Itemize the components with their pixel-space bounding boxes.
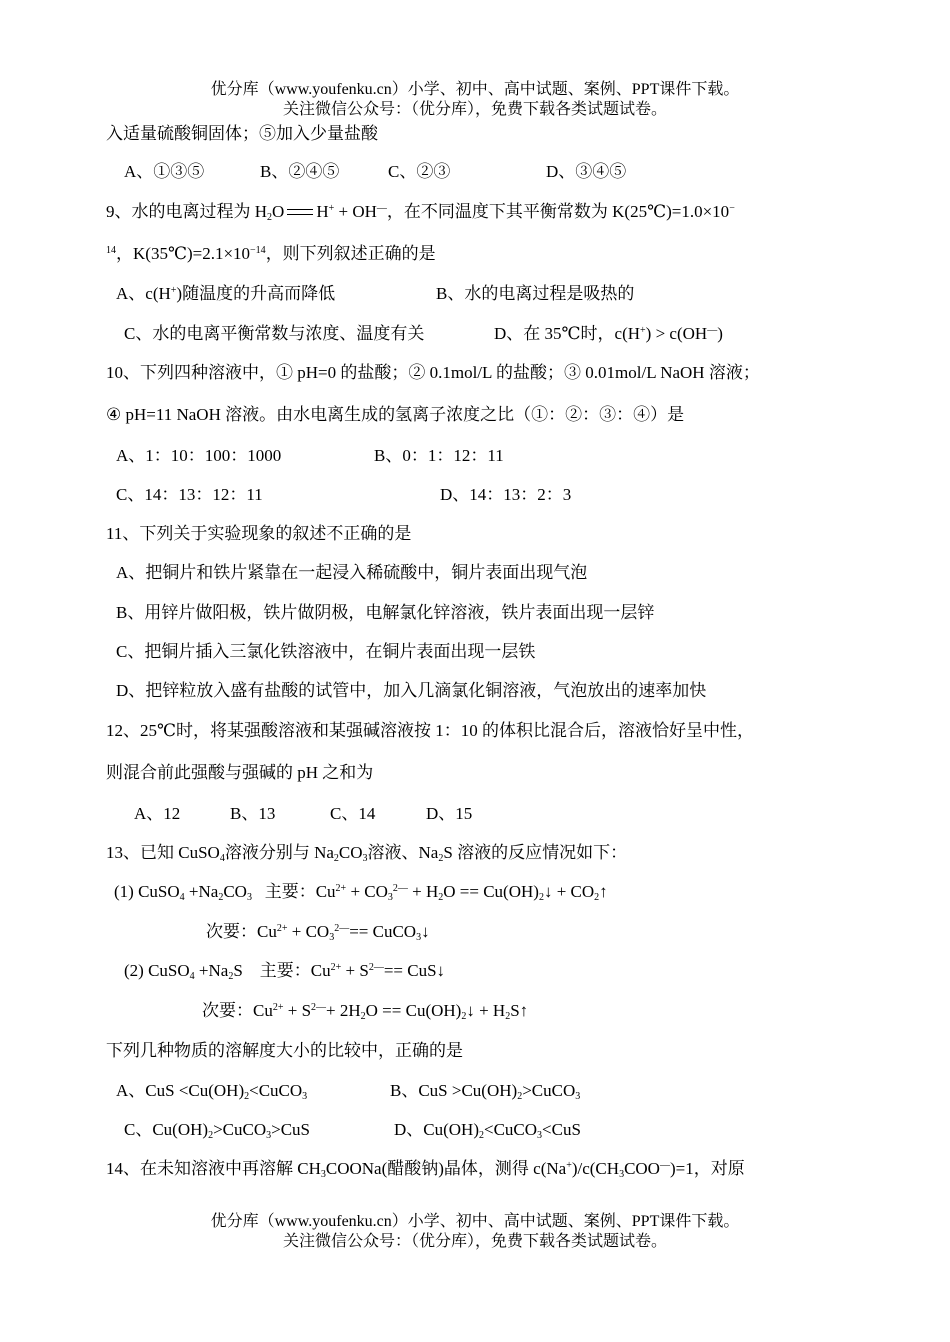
q9-stem-line2: $^{14}$，$K(35℃)=2.1\times 10^{-14}$，则下列叙述正确的是 <box>106 244 436 263</box>
q13-option-b: B、CuS $>Cu(OH)_2>CuCO_3$ <box>390 1081 581 1102</box>
q11-option-c: C、把铜片插入三氯化铁溶液中，在铜片表面出现一层铁 <box>116 642 536 661</box>
q11-stem: 11、下列关于实验现象的叙述不正确的是 <box>106 524 412 543</box>
q13-stem: 13、已知 CuSO$_4$溶液分别与 $Na_2CO_3$溶液、$Na_2S$ 溶液的反应情况如下： <box>106 843 628 864</box>
q9-stem-a: 水的电离过程为 <box>131 202 251 221</box>
q9-option-d: D、在 35℃时，c(H+) > c(OH—) <box>494 324 723 343</box>
q12-option-c: C、14 <box>330 804 376 823</box>
page-footer-line1: 优分库（www.youfenku.cn）小学、初中、高中试题、案例、PPT课件下载。 <box>210 1213 740 1230</box>
gas-arrow-icon <box>520 1001 529 1020</box>
q12-stem-line2: 则混合前此强酸与强碱的 pH 之和为 <box>106 763 374 782</box>
precipitate-arrow-icon <box>421 922 430 941</box>
page-header-line2: 关注微信公众号：（优分库），免费下载各类试题试卷。 <box>282 101 667 118</box>
q10-option-b: B、0：1：12：11 <box>374 446 504 465</box>
precipitate-arrow-icon <box>466 1001 475 1020</box>
q8-continuation: 入适量硫酸铜固体；⑤加入少量盐酸 <box>106 124 378 143</box>
q10-option-a: A、1：10：100：1000 <box>116 446 282 465</box>
q11-option-d: D、把锌粒放入盛有盐酸的试管中，加入几滴氯化铜溶液，气泡放出的速率加快 <box>116 681 707 700</box>
q13-reaction2-minor: 次要：$Cu^{2+} + S^{2—}+ 2H_2O == Cu(OH)_2$ ↓ + $H_2S$ ↑ <box>202 1000 528 1022</box>
q10-stem-line2: ④ pH=11 NaOH 溶液。由水电离生成的氢离子浓度之比（①：②：③：④）是 <box>106 405 685 424</box>
q13-reaction2-main: (2) CuSO$_4$ $+Na_2S$ 主要：$Cu^{2+} + S^{2—}==$ CuS ↓ <box>124 960 445 982</box>
q13-reaction1-minor: 次要：$Cu^{2+} + CO_3^{2—}==$ CuCO$_3$ ↓ <box>206 921 430 943</box>
q8-option-d: D、③④⑤ <box>546 162 627 181</box>
page-header-line1: 优分库（www.youfenku.cn）小学、初中、高中试题、案例、PPT课件下载。 <box>210 81 740 98</box>
q11-option-b: B、用锌片做阳极，铁片做阴极，电解氯化锌溶液，铁片表面出现一层锌 <box>116 603 655 622</box>
q13-option-d: D、$Cu(OH)_2<CuCO_3<CuS$ <box>394 1120 581 1141</box>
equilibrium-arrow-icon <box>287 205 313 219</box>
q13-question: 下列几种物质的溶解度大小的比较中，正确的是 <box>106 1041 463 1060</box>
q12-option-a: A、12 <box>134 804 181 823</box>
q11-option-a: A、把铜片和铁片紧靠在一起浸入稀硫酸中，铜片表面出现气泡 <box>116 563 588 582</box>
q9-stem: 9、水的电离过程为 $H_2O$ H+ + OH—，在不同温度下其平衡常数为 K(25℃)=1.0×10− <box>106 202 735 223</box>
q14-stem: 14、在未知溶液中再溶解 $CH_3COONa$(醋酸钠)晶体，测得 $c(Na^+)/c(CH_3COO^—)=1$，对原 <box>106 1159 745 1180</box>
q10-stem-line1: 10、下列四种溶液中，① pH=0 的盐酸；② 0.1mol/L 的盐酸；③ 0.01mol/L NaOH 溶液； <box>106 363 760 382</box>
q12-option-b: B、13 <box>230 804 276 823</box>
q12-stem-line1: 12、25℃时，将某强酸溶液和某强碱溶液按 1：10 的体积比混合后，溶液恰好呈中性， <box>106 721 755 740</box>
q13-option-c: C、$Cu(OH)_2>CuCO_3>CuS$ <box>124 1120 310 1141</box>
q9-option-a: A、c(H+)随温度的升高而降低 <box>116 284 336 303</box>
q8-option-a: A、①③⑤ <box>124 162 205 181</box>
q8-option-c: C、②③ <box>388 162 451 181</box>
page-footer-line2: 关注微信公众号：（优分库），免费下载各类试题试卷。 <box>282 1233 667 1250</box>
q10-option-c: C、14：13：12：11 <box>116 485 263 504</box>
precipitate-arrow-icon <box>437 961 446 980</box>
q9-option-b: B、水的电离过程是吸热的 <box>436 284 635 303</box>
gas-arrow-icon <box>599 882 608 901</box>
q10-option-d: D、14：13：2：3 <box>440 485 572 504</box>
q13-reaction1-main: (1) CuSO$_4$ $+Na_2CO_3$ 主要：$Cu^{2+} + CO_3^{2—} + H_2O == Cu(OH)_2$ ↓ + $CO_2$ ↑ <box>114 881 608 903</box>
q13-option-a: A、CuS $<Cu(OH)_2<CuCO_3$ <box>116 1081 308 1102</box>
q9-num: 9、 <box>106 202 132 221</box>
q12-option-d: D、15 <box>426 804 473 823</box>
q9-option-c: C、水的电离平衡常数与浓度、温度有关 <box>124 324 425 343</box>
q8-option-b: B、②④⑤ <box>260 162 340 181</box>
